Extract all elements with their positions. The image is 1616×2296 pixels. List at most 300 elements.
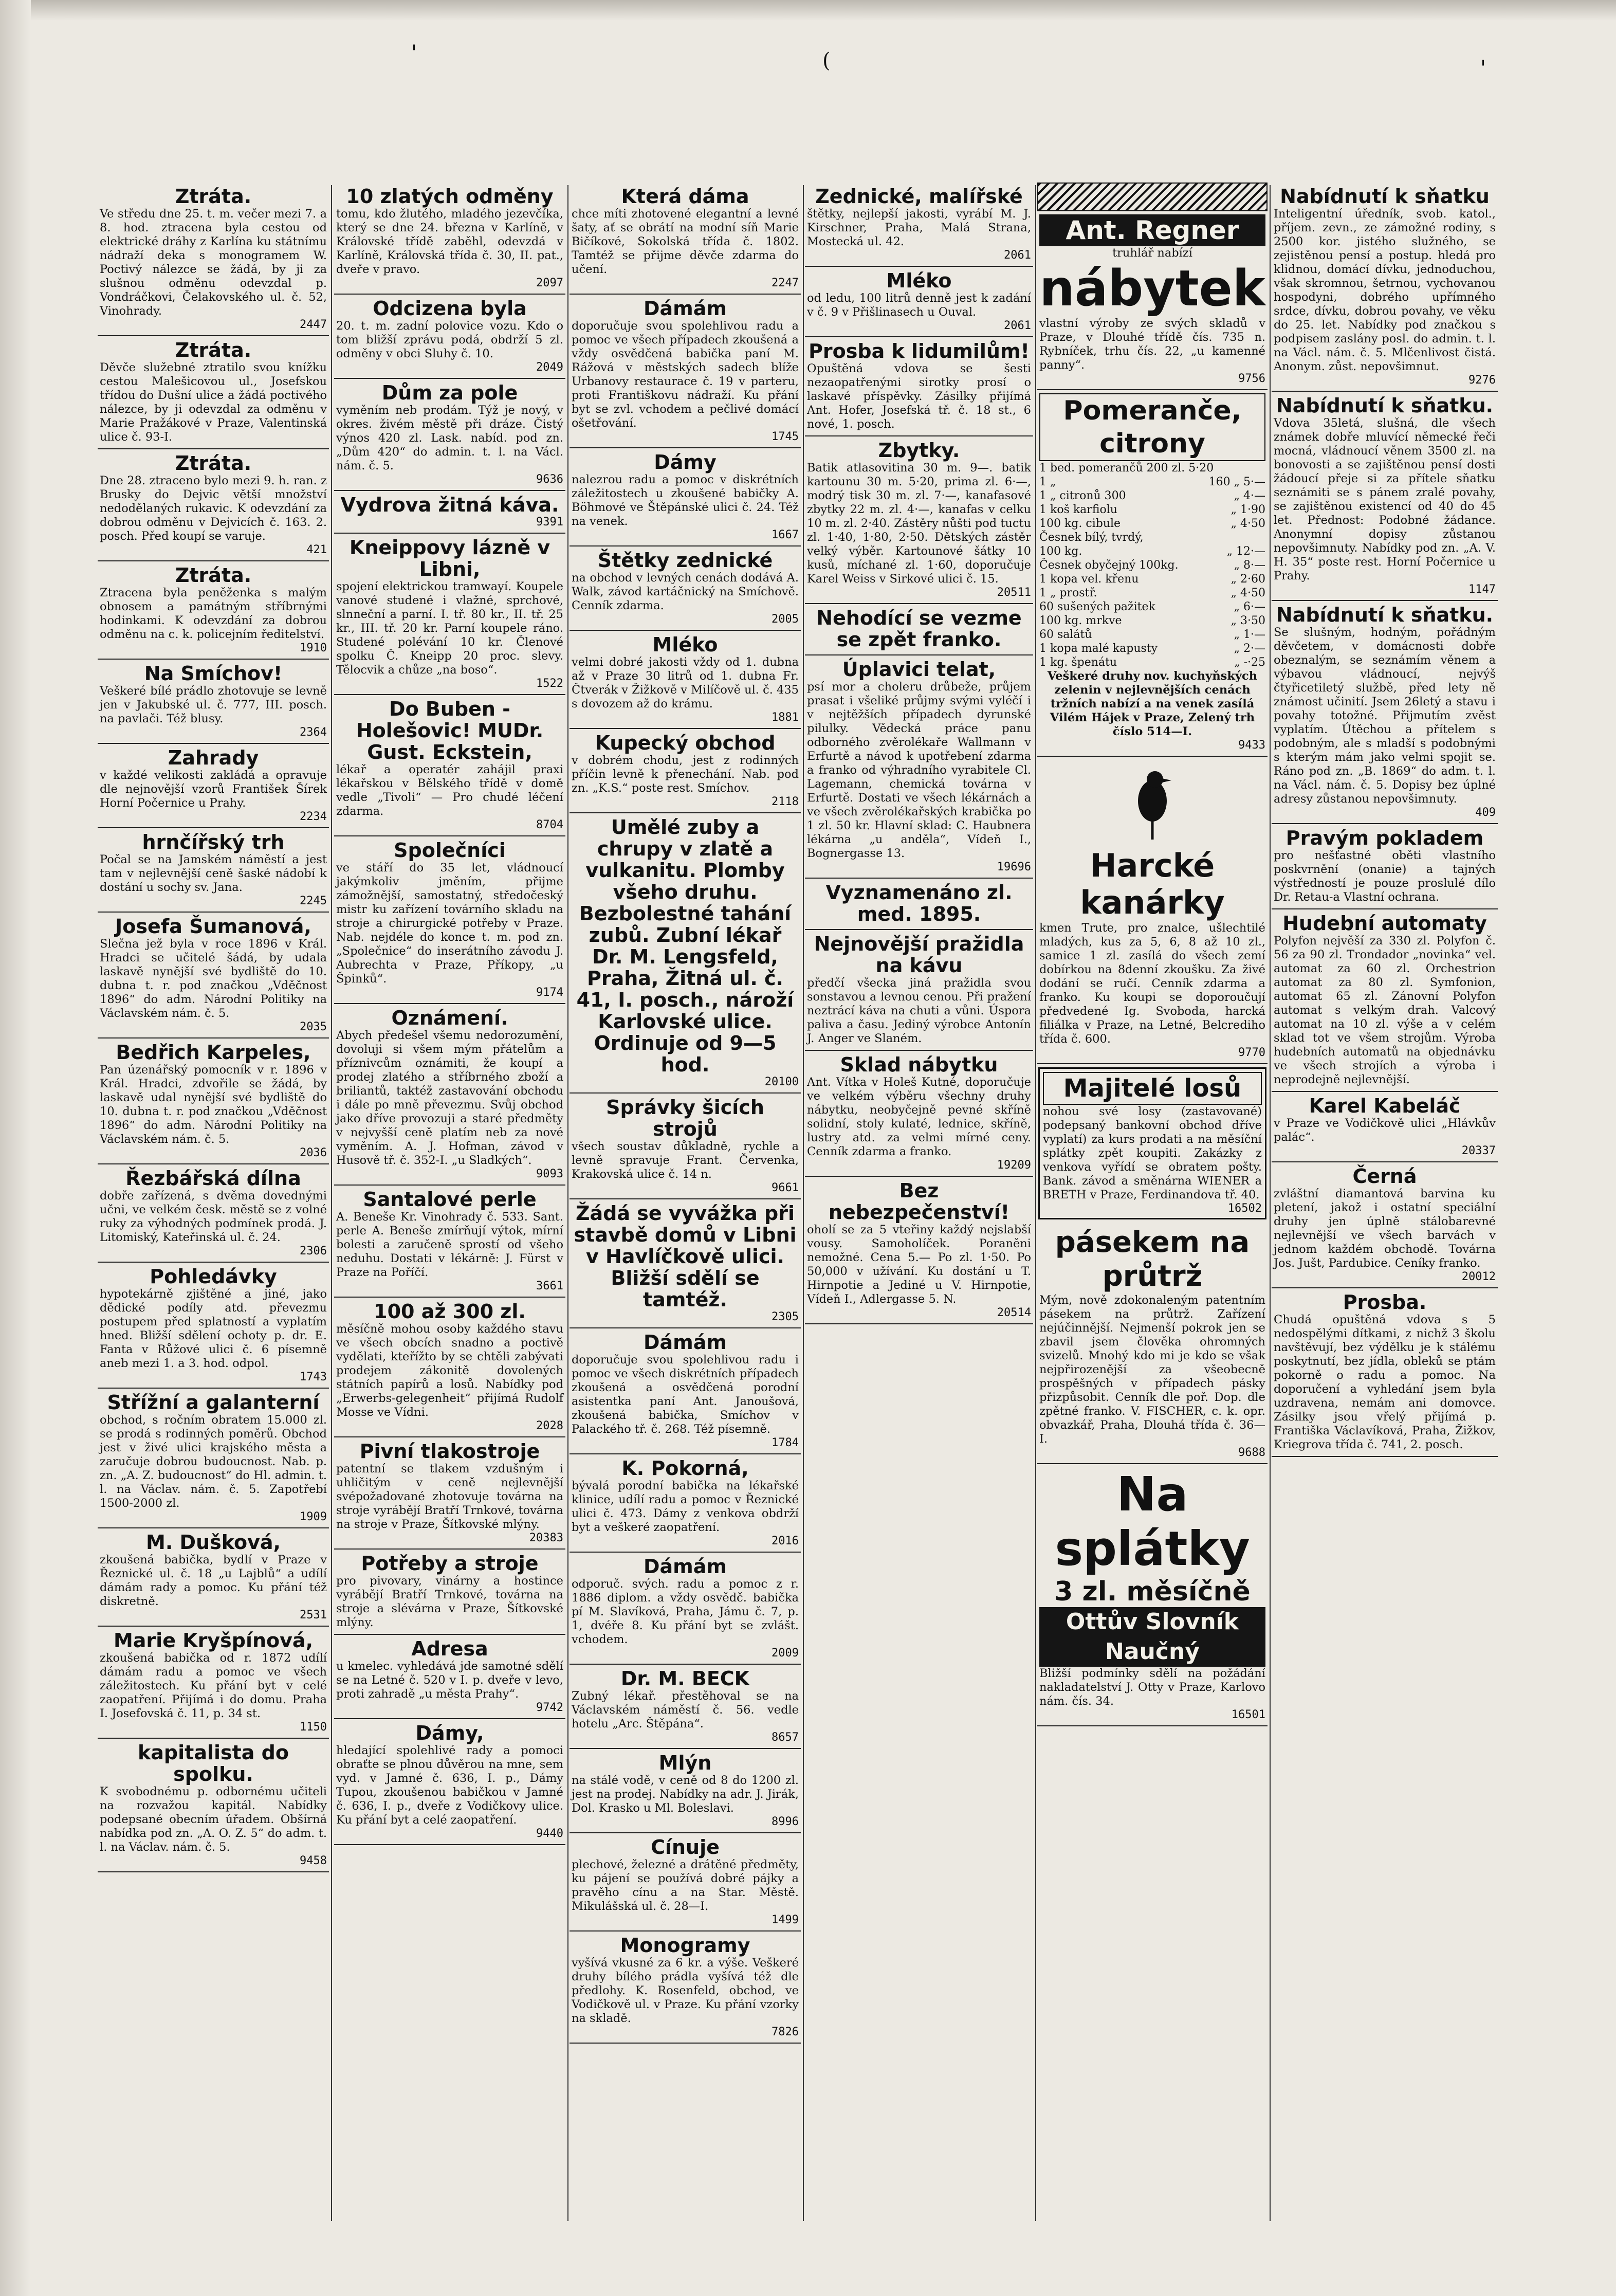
ad-title: Ztráta. <box>175 564 252 587</box>
ad-text: bývalá porodní babička na lékařské klinice, udílí radu a pomoc v Řeznické ulici č. 473. Dámy z venkova obdrží byt a veškeré zaopatření. <box>572 1479 799 1534</box>
classified-ad <box>570 631 801 729</box>
classified-ad <box>570 1328 801 1454</box>
ad-text: u kmelec. vyhledává jde samotné sdělí se na Letné č. 520 v I. p. dveře v levo, proti zahradě „u města Prahy“. <box>336 1660 563 1701</box>
ad-text: doporučuje svou spolehlivou radu i pomoc ve všech diskrétních případech zkoušená a osvědčená porodní asistentka paní Ant. Janoušová, zkoušená babička, Smíchov v Palackého tř. č. 268. Též písemně. <box>572 1353 799 1436</box>
ad-title: Dům za pole <box>381 381 518 404</box>
ad-text: zkoušená babička od r. 1872 udílí dámám radu a pomoc ve všech záležitostech. Ku přání byt v celé zaopatření. Přijímá i do domu. Praha I. Josefovská č. 11, p. 34 st. <box>100 1651 327 1720</box>
ad-title: Štětky zednické <box>597 549 773 572</box>
ad-title: Společníci <box>394 839 506 862</box>
ad-number: 19696 <box>997 861 1031 873</box>
ad-title: Pravým pokladem <box>1286 827 1484 849</box>
scan-edge-top <box>0 0 1616 21</box>
ad-title: hrnčířský trh <box>142 831 285 853</box>
ad-number: 9756 <box>1238 372 1265 385</box>
ad-title: Střížní a galanterní <box>107 1391 320 1414</box>
ad-number: 9661 <box>772 1181 799 1194</box>
ad-text: nohou své losy (zastavované) podepsaný bankovní obchod dříve vyplatí) za kurs prodati a na měsíční splátky zpět koupiti. Zakázky z venkova vyřídí se obratem pošty. Bank. závod a směnárna WIENER a BRETH v Praze, Ferdinandova tř. 40. <box>1043 1105 1262 1201</box>
price-header <box>1039 461 1265 475</box>
ad-title: Potřeby a stroje <box>361 1552 539 1575</box>
ad-number: 20337 <box>1461 1144 1496 1157</box>
classified-ad <box>98 1164 329 1263</box>
ad-subtitle: 3 zl. měsíčně <box>1054 1576 1251 1607</box>
column-3 <box>570 183 801 2234</box>
ad-title: Prosba. <box>1343 1291 1427 1314</box>
ad-title: Santalové perle <box>363 1188 537 1211</box>
ad-title: Majitelé losů <box>1043 1072 1262 1105</box>
classified-ad <box>98 1528 329 1627</box>
ad-number: 1909 <box>300 1510 327 1523</box>
ad-text: Se slušným, hodným, pořádným děvčetem, v domácnosti dobře obeznalým, se seznámím věnem a výbavou vládnoucí, nejvýš čtyřicetiletý službě, před lety ně známost učinití. Jsem 26letý a stavu i povahy totožné. Přijmutím zvěst vyplatím. Útěchou a přítelem s podobným, ale s mladší s podobnými s kterým mám jako velmi spojit se. Ráno pod zn. „B. 1869“ do adm. t. l. na Václ. nám. č. 5. Dopisy bez úplné adresy zůstanou nepovšimnuty. <box>1274 626 1496 806</box>
ad-number: 9433 <box>1238 739 1265 752</box>
ad-text: Dne 28. ztraceno bylo mezi 9. h. ran. z Brusky do Dejvic větší množství nedodělaných rukavic. K odevzdání za dobrou odměnu v Dejvicích č. 163. 2. posch. Před koupí se varuje. <box>100 474 327 543</box>
price-row <box>1039 544 1265 558</box>
ad-title: kapitalista do spolku. <box>138 1741 289 1785</box>
price-item: 1 kg. špenátu <box>1039 656 1117 669</box>
ad-text: na stálé vodě, v ceně od 8 do 1200 zl. jest na prodej. Nabídky na adr. J. Jirák, Dol. Krasko u Ml. Boleslavi. <box>572 1774 799 1815</box>
ad-number: 2035 <box>300 1021 327 1033</box>
ad-title: M. Dušková, <box>146 1531 281 1554</box>
ad-number: 2028 <box>536 1419 563 1432</box>
ad-text: pro pivovary, vinárny a hostince vyrábějí Bratří Trnkové, továrna na stroje a slévárna v Praze, Šítkovské mlýny. <box>336 1574 563 1629</box>
ad-title: Nabídnutí k sňatku. <box>1276 394 1494 417</box>
decorative-hatch <box>1037 183 1268 211</box>
classified-ad <box>570 546 801 631</box>
ad-number: 9770 <box>1238 1046 1265 1059</box>
column-4 <box>805 183 1033 2234</box>
ad-text: Chudá opuštěná vdova s 5 nedospělými dítkami, z nichž 3 školu navštěvují, bez výdělku je k stálému poskytnutí, bez jídla, obleků se ptám pokorně o radu a pomoc. Na doporučení a vyhledání jsem byla uzdravena, nemám ani domovce. Zásilky jsou vřelý přijímá p. Františka Václavíková, Praha, Žižkov, Kriegrova třída č. 741, 2. posch. <box>1274 1313 1496 1451</box>
ad-title: Prosba k lidumilům! <box>809 340 1030 362</box>
ad-text: vlastní výroby ze svých skladů v Praze, v Dlouhé třídě čís. 735 n. Rybníček, trhu čís. 22, „u kamenné panny“. <box>1039 317 1265 372</box>
ad-text: pro nešťastné oběti vlastního poskvrnění (onanie) a tajných výstředností je pouze proslulé dílo Dr. Retau-a Vlastní ochrana. <box>1274 849 1496 904</box>
ad-number: 1743 <box>300 1371 327 1383</box>
ad-number: 9688 <box>1238 1446 1265 1459</box>
classified-ad <box>570 1931 801 2044</box>
ad-number: 1784 <box>772 1436 799 1449</box>
margin-mark: ' <box>411 41 417 65</box>
ad-text: Inteligentní úředník, svob. katol., příjem. zevn., ze zámožné rodiny, s 2500 kor. jistého služného, se zejistěnou pensí a postup. hledá pro klidnou, domácí dívku, jednoduchou, však skromnou, šetrnou, vychovanou hospodyni, dobrého upřímného srdce, dívku, dobrou povahy, ve věku do 25. let. Nabídky pod značkou s podpisem zaslány posl. do admin. t. l. na Václ. nám. č. 5. Mlčenlivost čistá. Anonym. zůst. nepovšimnut. <box>1274 207 1496 373</box>
classified-ad <box>98 561 329 660</box>
classified-ad <box>570 448 801 546</box>
classified-ad <box>570 1749 801 1833</box>
column-rule <box>567 185 568 2221</box>
price-item: 100 kg. cibule <box>1039 517 1121 530</box>
classified-ad <box>334 491 565 534</box>
ad-number: 1147 <box>1468 583 1496 596</box>
ad-number: 2005 <box>772 613 799 626</box>
classified-ad <box>334 1004 565 1186</box>
classified-ad <box>334 1298 565 1437</box>
ad-number: 2364 <box>300 726 327 739</box>
ad-lottery-box <box>1038 1067 1266 1219</box>
ad-text: A. Beneše Kr. Vinohrady č. 533. Sant. perle A. Beneše zmírňují výtok, mírní bolesti a zaručeně sprostí od všeho neduhu. Dostati v lékárně: J. Fürst v Praze na Poříčí. <box>336 1210 563 1279</box>
ad-text: tomu, kdo žlutého, mladého jezevčíka, který se dne 24. března v Karlíně, v Královské třídě zaběhl, odevzdá v Karlíně, Královská třída č. 30, II. pat., dveře v pravo. <box>336 207 563 276</box>
ad-text: všech soustav důkladně, rychle a levně spravuje Frant. Červenka, Krakovská ulice č. 14 n. <box>572 1140 799 1181</box>
ad-text: Slečna jež byla v roce 1896 v Král. Hradci se učitelé šádá, by udala laskavě nynější své bydliště do 10. dubna t. r. pod značkou „Vděčnost 1896“ do adm. Národní Politiky na Václavském nám. č. 5. <box>100 937 327 1020</box>
ad-number: 1910 <box>300 642 327 654</box>
ad-text: Veškeré druhy nov. kuchyňských zelenin v nejlevnějších cenách tržních nabízí a na venek zasílá Vilém Hájek v Praze, Zelený trh číslo 514—I. <box>1047 669 1258 738</box>
column-2 <box>334 183 565 2234</box>
price-row <box>1039 642 1265 655</box>
classified-ad <box>98 828 329 913</box>
ad-number: 2061 <box>1004 319 1031 332</box>
ad-title: Umělé zuby a chrupy v zlatě a vulkanitu. Plomby všeho druhu. Bezbolestné tahání zubů. Zubní lékař Dr. M. Lengsfeld, Praha, Žitná ul. č. 41, I. posch., nároží Karlovské ulice. Ordinuje od 9—5 hod. <box>576 816 794 1076</box>
ad-canaries <box>1037 757 1268 1064</box>
ad-text: spojení elektrickou tramwayí. Koupele vanové studené i vlažné, sprchové, slnneční a parní. I. tř. 80 kr., II. tř. 25 kr., III. tř. 20 kr. Parní koupele ráno. Studené polévání 10 kr. Členové spolku Č. Kneipp 20 proc. slevy. Tělocvik a chůze „na boso“. <box>336 580 563 677</box>
ad-title: Bedřich Karpeles, <box>116 1041 311 1064</box>
ad-text: truhlář nabízí <box>1112 246 1192 260</box>
classified-ad <box>334 1550 565 1635</box>
scan-edge-left <box>0 0 31 2296</box>
ad-title: Marie Kryšpínová, <box>113 1629 314 1652</box>
ad-text: vyšívá vkusné za 6 kr. a výše. Veškeré druhy bílého prádla vyšívá též dle předlohy. K. Rosenfeld, obchod, ve Vodičkově ul. v Praze. Ku přání vzorky na skladě. <box>572 1956 799 2025</box>
classified-ad <box>98 183 329 336</box>
classified-ad <box>1272 909 1498 1092</box>
classified-ad <box>805 337 1033 436</box>
ad-title: Černá <box>1352 1165 1417 1188</box>
price-row <box>1039 531 1265 544</box>
classified-ad <box>1272 1162 1498 1288</box>
ad-text: zvláštní diamantová barvina ku pletení, jakož i ostatní speciální druhy jen úplně stálobarevné nejlevnější ve všech barvách v jednom každém obchodě. Továrna Jos. Jušt, Pardubice. Ceníky franko. <box>1274 1187 1496 1270</box>
ad-title: Mléko <box>652 633 718 656</box>
ad-text: zkoušená babička, bydlí v Praze v Řeznické ul. č. 18 „u Lajblů“ a udílí dámám rady a pomoc. Ku přání též diskretně. <box>100 1553 327 1608</box>
ad-title: Dámy <box>654 451 717 473</box>
price-item: 1 kopa malé kapusty <box>1039 642 1158 655</box>
ad-title: Nejnovější pražidla na kávu <box>814 933 1024 977</box>
classified-ad <box>1272 183 1498 392</box>
ad-number: 20514 <box>997 1306 1031 1319</box>
ad-number: 20012 <box>1461 1270 1496 1283</box>
ad-number: 9093 <box>536 1168 563 1180</box>
ad-number: 8657 <box>772 1731 799 1744</box>
ad-text: Vdova 35letá, slušná, dle všech známek dobře mluvící německé řeči mocná, vládnoucí věnem 3500 zl. na bonovosti a se zajištěnou pensí dosti žádoucí přeje si za přítele sňatku seznámiti se s pánem zralé povahy, se zajištěnou existencí od 40 do 45 let. Přednost: Podobné žádance. Anonymní dopisy zůstanou nepovšimnuty. Nabídky pod zn. „A. V. H. 35“ poste rest. Horní Počernice u Prahy. <box>1274 416 1496 582</box>
classified-ad <box>98 660 329 744</box>
ad-title: Pomeranče, citrony <box>1039 393 1265 461</box>
ad-number: 9276 <box>1468 374 1496 387</box>
classified-ad <box>98 913 329 1038</box>
column-rule <box>1035 185 1036 2221</box>
ad-text: od ledu, 100 litrů denně jest k zadání v č. 9 v Přišlinasech u Ouval. <box>807 291 1031 319</box>
ad-title: Která dáma <box>621 185 749 208</box>
ad-title: Sklad nábytku <box>840 1053 998 1076</box>
classified-ad <box>334 1719 565 1845</box>
ad-text: velmi dobré jakosti vždy od 1. dubna až v Praze 30 litrů od 1. dubna Fr. Čtverák v Žižkově v Milíčově ul. č. 435 s dovozem až do krámu. <box>572 655 799 710</box>
ad-number: 8996 <box>772 1815 799 1828</box>
ad-text: Ant. Vítka v Holeš Kutné, doporučuje ve velkém výběru všechny druhy nábytku, neobyčejně pevné skříně solidní, stoly kulaté, lednice, skříně, lustry atd. za velmi mírné ceny. Cenník zdarma a franko. <box>807 1076 1031 1158</box>
ad-title: Hudební automaty <box>1282 912 1487 935</box>
price-value: „ 4·— <box>1234 489 1265 502</box>
price-item: 60 salátů <box>1039 628 1092 641</box>
ad-number: 2036 <box>300 1146 327 1159</box>
ad-title: Mléko <box>886 269 952 292</box>
ad-title: Zednické, malířské <box>815 185 1023 208</box>
price-list <box>1039 475 1265 669</box>
price-item: 1 „ prostř. <box>1039 587 1097 599</box>
price-header-text: 1 bed. pomerančů 200 zl. 5·20 <box>1039 462 1214 475</box>
ad-number: 1881 <box>772 711 799 724</box>
price-value: „ 4·50 <box>1231 587 1265 599</box>
ad-title: Vydrova žitná káva. <box>340 494 559 516</box>
ad-text: lékař a operatér zahájil praxi lékařskou v Bělského třídě v domě vedle „Tivoli“ — Pro chudé léčení zdarma. <box>336 763 563 818</box>
classified-ad <box>570 1454 801 1553</box>
ad-text: Zubný lékař. přestěhoval se na Václavském náměstí č. 56. vedle hotelu „Arc. Štěpána“. <box>572 1689 799 1730</box>
ad-title: Dámám <box>643 1555 727 1578</box>
ad-number: 2049 <box>536 361 563 374</box>
classified-ad <box>334 295 565 379</box>
classified-ad <box>334 1186 565 1298</box>
ad-number: 16502 <box>1227 1202 1262 1215</box>
price-value: „ 4·50 <box>1231 517 1265 530</box>
ad-text: oholí se za 5 vteřiny každý nejslabší vousy. Samoholíček. Poraněni nemožné. Cena 5.— Po zl. 1·50. Po 50,000 v užívání. Ku dostání u T. Hirnpotie a Jediné u V. Hirnpotie, Vídeň I., Adlergasse 5. N. <box>807 1223 1031 1306</box>
ad-title: Josefa Šumanová, <box>115 915 311 938</box>
ad-text: obchod, s ročním obratem 15.000 zl. se prodá s rodinných poměrů. Obchod jest v živé ulici krajského města a zaručuje dobrou budoucnost. Nab. p. zn. „A. Z. budoucnost“ do Hl. admin. t. l. na Václav. nám. č. 5. Zapotřebí 1500-2000 zl. <box>100 1413 327 1510</box>
ad-number: 1522 <box>536 677 563 690</box>
margin-mark: ( <box>822 49 831 72</box>
ad-title: K. Pokorná, <box>621 1457 749 1480</box>
ad-number: 20100 <box>764 1076 799 1088</box>
ad-number: 8704 <box>536 818 563 831</box>
price-row <box>1039 614 1265 628</box>
ad-text: 20. t. m. zadní polovice vozu. Kdo o tom bližší zprávu podá, obdrží 5 zl. odměny v obci Sluhy č. 10. <box>336 319 563 360</box>
price-item: 60 sušených pažitek <box>1039 600 1155 613</box>
ad-text: Bližší podmínky sdělí na požádání nakladatelství J. Otty v Praze, Karlovo nám. čís. 34. <box>1039 1667 1265 1708</box>
ad-title: Dr. M. BECK <box>620 1667 750 1690</box>
ad-title: Zahrady <box>168 746 259 769</box>
ad-text: Mým, nově zdokonaleným patentním pásekem na průtrž. Zařízení nejúčinnější. Nejmenší pokrok jen se zbavil jsem člověka ohromných svizelů. Mnohý kdo mi je kdo se však nejpřirozenější za všeobecně prospěšných v případech pásky přizpůsobit. Cenník dle poř. Dop. dle zpětné franko. V. FISCHER, c. k. opr. obvazkář, Praha, Dlouhá třída č. 36—I. <box>1039 1293 1265 1446</box>
ad-title: Nabídnutí k sňatku <box>1280 185 1490 208</box>
price-value: „ 1·90 <box>1231 503 1265 516</box>
classified-ad <box>98 1038 329 1164</box>
ad-text: psí mor a choleru drůbeže, průjem prasat i všeliké průjmy svými vyléčí i v nejtěžších případech dyrunské pilulky. Vědecká práce panu odborného zvěrolékaře Wallmann v Erfurtě a návod k upotřebení zdarma a franko od výhradního vyrabitele Cl. Lagemann, chemická továrna v Erfurtě. Dostati ve všech lékárnách a ve všech zvěrolékařských krabička po 1 zl. 50 kr. Hlavní sklad: C. Haubnera lékárna „u anděla“, Vídeň I., Bognergasse 13. <box>807 680 1031 860</box>
ad-text: chce míti zhotovené elegantní a levné šaty, ať se obrátí na modní síň Marie Bičíkové, Sokolská třída č. 1802. Tamtéž se přijme děvče zdarma do učení. <box>572 207 799 276</box>
ad-number: 2247 <box>772 277 799 289</box>
ad-text: nalezrou radu a pomoc v diskrétních záležitostech u zkoušené babičky A. Böhmové ve Štěpánské ulici č. 24. Též na venek. <box>572 473 799 528</box>
ad-text: Veškeré bílé prádlo zhotovuje se levně jen v Jakubské ul. č. 777, III. posch. na pavlači. Též blusy. <box>100 684 327 725</box>
ad-number: 7826 <box>772 2026 799 2038</box>
price-item: 1 „ citronů 300 <box>1039 489 1126 502</box>
classified-ad <box>805 1177 1033 1324</box>
classified-ad <box>805 879 1033 930</box>
ad-text: vyměním neb prodám. Týž je nový, v okres. živém městě při dráze. Čistý výnos 420 zl. Lask. nabíd. pod zn. „Dům 420“ do admin. t. l. na Václ. nám. č. 5. <box>336 404 563 472</box>
price-row <box>1039 517 1265 531</box>
ad-title: Dámám <box>643 297 727 320</box>
ad-text: hypotekárně zjištěné a jiné, jako dědické podíly atd. převezmu postupem před splatností a vyplatím hned. Bližší sdělení ochoty p. dr. E. Fanta v Růžové ulici č. 6 písemně aneb mezi 1. a 3. hod. odpol. <box>100 1287 327 1370</box>
ad-title: Monogramy <box>620 1934 750 1957</box>
ad-number: 3661 <box>536 1280 563 1292</box>
ad-title: pásekem na průtrž <box>1055 1226 1250 1293</box>
ad-number: 2061 <box>1004 249 1031 262</box>
column-rule <box>331 185 332 2221</box>
ad-text: Batik atlasovitina 30 m. 9—. batik kartounu 30 m. 5·20, prima zl. 6·—, modrý tisk 30 m. zl. 7·—, kanafasové zbytky 22 m. zl. 4·—, kanafas v celku 10 m. zl. 2·40. Zástěry nůšti pod tuctu zl. 1·40, 1·80, 2·50. Dětských zástěr velký výběr. Kartounové šátky 10 kusů, míchané zl. 1·60, doporučuje Karel Weiss v Sirkové ulici č. 15. <box>807 461 1031 586</box>
ad-number: 409 <box>1475 806 1496 819</box>
ad-title: Ztráta. <box>175 339 252 361</box>
ad-encyclopedia <box>1037 1464 1268 1726</box>
price-item: 100 kg. <box>1039 545 1082 558</box>
classified-ad <box>334 1635 565 1719</box>
price-row <box>1039 475 1265 489</box>
classified-ad <box>98 449 329 561</box>
ad-text: patentní se tlakem vzdušným i uhličitým v ceně nejlevnější svépožadované zhotovuje továrna na stroje vyrábějí Bratří Trnkové, továrna na stroje v Praze, Šítkovské mlýny. <box>336 1462 563 1531</box>
ad-number: 421 <box>306 543 327 556</box>
ad-title: Kneippovy lázně v Libni, <box>349 536 550 580</box>
ad-number: 2305 <box>772 1310 799 1323</box>
ad-title: Cínuje <box>651 1836 720 1858</box>
classified-ad <box>1272 1092 1498 1162</box>
classified-ad <box>570 1833 801 1931</box>
ad-number: 2097 <box>536 277 563 289</box>
classified-ad <box>805 655 1033 879</box>
ad-title: Harcké kanárky <box>1080 847 1225 921</box>
ad-truss <box>1037 1223 1268 1464</box>
ad-number: 2447 <box>300 318 327 331</box>
ad-text: na obchod v levných cenách dodává A. Walk, závod kartáčnický na Smíchově. Cenník zdarma. <box>572 571 799 612</box>
price-row <box>1039 600 1265 614</box>
ad-title: Nehodící se vezme se zpět franko. <box>816 607 1022 651</box>
ad-title: Oznámení. <box>391 1007 508 1029</box>
ad-title: Žádá se vyvážka při stavbě domů v Libni v Havlíčkově ulici. Bližší sdělí se tamtéž. <box>574 1202 797 1311</box>
ad-title: Adresa <box>411 1637 488 1660</box>
margin-mark: ' <box>1480 57 1486 80</box>
ad-title: Úplavici telat, <box>842 658 996 681</box>
price-row <box>1039 572 1265 586</box>
column-rule <box>1270 185 1271 2221</box>
price-item: Česnek bílý, tvrdý, <box>1039 531 1144 544</box>
ad-title: Do Buben - Holešovic! MUDr. Gust. Eckstein, <box>356 698 544 763</box>
price-item: 1 koš karfiolu <box>1039 503 1117 516</box>
ad-number: 2234 <box>300 810 327 823</box>
ad-text: Počal se na Jamském náměstí a jest tam v nejlevnější ceně šaské nádobí k dostání u sochy sv. Jana. <box>100 853 327 894</box>
ad-text: v každé velikosti zakládá a opravuje dle nejnovější vzorů František Šírek Horní Počernice u Prahy. <box>100 769 327 810</box>
classified-ad <box>805 604 1033 655</box>
ad-number: 1150 <box>300 1721 327 1734</box>
classified-ad <box>1272 824 1498 909</box>
ad-title: Správky šicích strojů <box>606 1096 764 1140</box>
ad-title: Mlýn <box>658 1752 712 1774</box>
ad-title: Nabídnutí k sňatku. <box>1276 604 1494 626</box>
ad-number: 19209 <box>997 1159 1031 1172</box>
ad-title: Ottův Slovník Naučný <box>1039 1607 1265 1667</box>
ad-title: Ant. Regner <box>1039 214 1265 246</box>
ad-title: Odcizena byla <box>373 297 527 320</box>
ad-number: 16501 <box>1231 1708 1265 1721</box>
ad-number: 9391 <box>536 516 563 529</box>
ad-text: předčí všecka jiná pražidla svou sonstavou a levnou cenou. Při pražení neztrácí káva na chuti a vůni. Úspora paliva a času. Jediný výrobce Antonín J. Anger ve Slaném. <box>807 976 1031 1045</box>
classified-ad <box>570 295 801 448</box>
classified-ad <box>98 336 329 449</box>
ad-title: Pivní tlakostroje <box>359 1440 540 1463</box>
ad-number: 2118 <box>772 795 799 808</box>
classified-ad <box>334 1437 565 1550</box>
classified-ad <box>570 1094 801 1199</box>
ad-title: Dámám <box>643 1331 727 1354</box>
ad-title: 10 zlatých odměny <box>346 185 554 208</box>
price-value: „ 3·50 <box>1231 614 1265 627</box>
ad-title: Bez nebezpečenství! <box>828 1179 1010 1224</box>
ad-text: dobře zařízená, s dvěma dovednými učni, ve velkém česk. městě se z volné ruky za výhodných podmínek prodá. J. Litomiský, Kateřinská ul. č. 24. <box>100 1189 327 1244</box>
price-item: 1 kopa vel. křenu <box>1039 573 1139 586</box>
price-item: 1 „ <box>1039 476 1056 488</box>
price-value: „ 6·— <box>1234 600 1265 613</box>
ad-title: Ztráta. <box>175 185 252 208</box>
price-value: „ 12·— <box>1226 545 1265 558</box>
price-item: Česnek obyčejný 100kg. <box>1039 559 1179 572</box>
ad-title: Karel Kabeláč <box>1309 1095 1461 1117</box>
column-5 <box>1037 183 1268 2234</box>
classified-ad <box>98 744 329 828</box>
ad-number: 9440 <box>536 1827 563 1840</box>
ad-text: plechové, železné a drátěné předměty, ku pájení se používá dobré pájky a pravěho cínu a na Star. Městě. Mikulášská ul. č. 28—I. <box>572 1858 799 1913</box>
classified-ad <box>805 1051 1033 1177</box>
ad-title: Řezbářská dílna <box>125 1167 301 1190</box>
ad-text: v dobrém chodu, jest z rodinných příčin levně k přenechání. Nab. pod zn. „K.S.“ poste rest. Smíchov. <box>572 754 799 795</box>
ad-text: štětky, nejlepší jakosti, vyrábí M. J. Kirschner, Praha, Malá Strana, Mostecká ul. 42. <box>807 207 1031 248</box>
ad-number: 2009 <box>772 1647 799 1660</box>
classified-ad <box>570 729 801 813</box>
ad-number: 2245 <box>300 895 327 907</box>
ad-number: 20511 <box>997 586 1031 599</box>
price-row <box>1039 558 1265 572</box>
classified-ad <box>805 183 1033 267</box>
column-6 <box>1272 183 1498 2234</box>
price-value: „ 8·— <box>1234 559 1265 572</box>
ad-number: 1499 <box>772 1914 799 1926</box>
classified-ad <box>805 930 1033 1051</box>
classified-ad <box>98 1627 329 1739</box>
ad-text: Abych předešel všemu nedorozumění, dovoluji si všem mým přátelům a příznivcům oznámiti, že koupí a prodej zlatého a stříbrného zboží a briliantů, taktéž zastavování obchodu i dále po mně převezmu. Svůj obchod jako dříve provozuji a staré předměty v nejvyšší ceně platím neb za nové vyměním. A. J. Hofman, závod v Husově tř. č. 352-I. „u Sladkých“. <box>336 1029 563 1167</box>
ad-regner <box>1037 211 1268 390</box>
ad-title: Vyznamenáno zl. med. 1895. <box>825 881 1013 925</box>
ad-title: nábytek <box>1039 260 1265 317</box>
price-row <box>1039 503 1265 517</box>
ad-number: 1667 <box>772 529 799 541</box>
classified-ad <box>570 1665 801 1749</box>
ad-number: 2306 <box>300 1245 327 1258</box>
ad-text: Děvče služebné ztratilo svou knížku cestou Malešicovou ul., Josefskou třídou do Dušní ulice a žádá poctivého nálezce, by ji odevzdal za odměnu v Marie Pražákové v Praze, Valentinská ulice č. 93-I. <box>100 361 327 444</box>
ad-number: 9742 <box>536 1701 563 1714</box>
classified-ad <box>1272 601 1498 824</box>
classified-ad <box>334 534 565 695</box>
ad-text: Polyfon nejvěší za 330 zl. Polyfon č. 56 za 90 zl. Trondador „novinka“ vel. automat za 60 zl. Orchestrion automat za 80 zl. Symfonion, automat 65 zl. Zánovní Polyfon automat s velkým drah. Valcový automat na 10 zl. výše a v celém sklad tot ve všem strojům. Výroba hudebních automatů na objednávku ve všech strojích a výroba i neprodejně nejlevnější. <box>1274 934 1496 1086</box>
ad-oranges <box>1037 390 1268 757</box>
ad-text: Ztracena byla peněženka s malým obnosem a památným stříbrnými hodinkami. K odevzdání za dobrou odměnu na c. k. policejním ředitelství. <box>100 586 327 641</box>
ad-text: Pan úzenářský pomocník v r. 1896 v Král. Hradci, zdvořile se žádá, by laskavě udal nynější své bydliště do 10. dubna t. r. pod značkou „Vděčnost 1896“ do adm. Národní Politiky na Václavském nám. č. 5. <box>100 1063 327 1146</box>
price-row <box>1039 655 1265 669</box>
price-value: „ 1·— <box>1234 628 1265 641</box>
ad-text: Ve středu dne 25. t. m. večer mezi 7. a 8. hod. ztracena byla cestou od elektrické dráhy z Karlína ku státnímu nádraží deka s monogramem W. Poctivý nálezce se žádá, by ji za slušnou odměnu odevzdal p. Vondráčkovi, Čelakovského ul. č. 52, Vinohrady. <box>100 207 327 318</box>
classified-ad <box>570 1553 801 1665</box>
classified-ad <box>1272 1288 1498 1457</box>
price-value: „ 2·— <box>1234 642 1265 655</box>
ad-title: 100 až 300 zl. <box>374 1300 526 1323</box>
ad-title: Pohledávky <box>150 1265 277 1288</box>
price-item: 100 kg. mrkve <box>1039 614 1122 627</box>
ad-text: hledající spolehlivé rady a pomoci obraťte se plnou důvěrou na mne, sem vyd. v Jamné č. 636, I. p., Dámy Tupou, zkoušenou babičkou v Jamné č. 636, I. p., dveře z Vodičkovy ulice. Ku přání byt a celé zaopatření. <box>336 1744 563 1827</box>
ad-title: Ztráta. <box>175 452 252 475</box>
ad-title: Dámy, <box>415 1722 484 1744</box>
ad-title: Kupecký obchod <box>595 732 776 754</box>
ad-number: 9174 <box>536 986 563 999</box>
ad-text: v Praze ve Vodičkově ulici „Hlávkův palác“. <box>1274 1117 1496 1144</box>
classified-ad <box>334 836 565 1004</box>
classified-ad <box>98 1263 329 1389</box>
ad-number: 9636 <box>536 473 563 486</box>
ad-title: Na Smíchov! <box>144 662 283 685</box>
classified-ad <box>805 267 1033 337</box>
bird-icon <box>1124 765 1181 842</box>
ad-number: 2531 <box>300 1609 327 1621</box>
classified-ad <box>334 695 565 836</box>
classified-ad <box>98 1739 329 1872</box>
ad-number: 9458 <box>300 1854 327 1867</box>
